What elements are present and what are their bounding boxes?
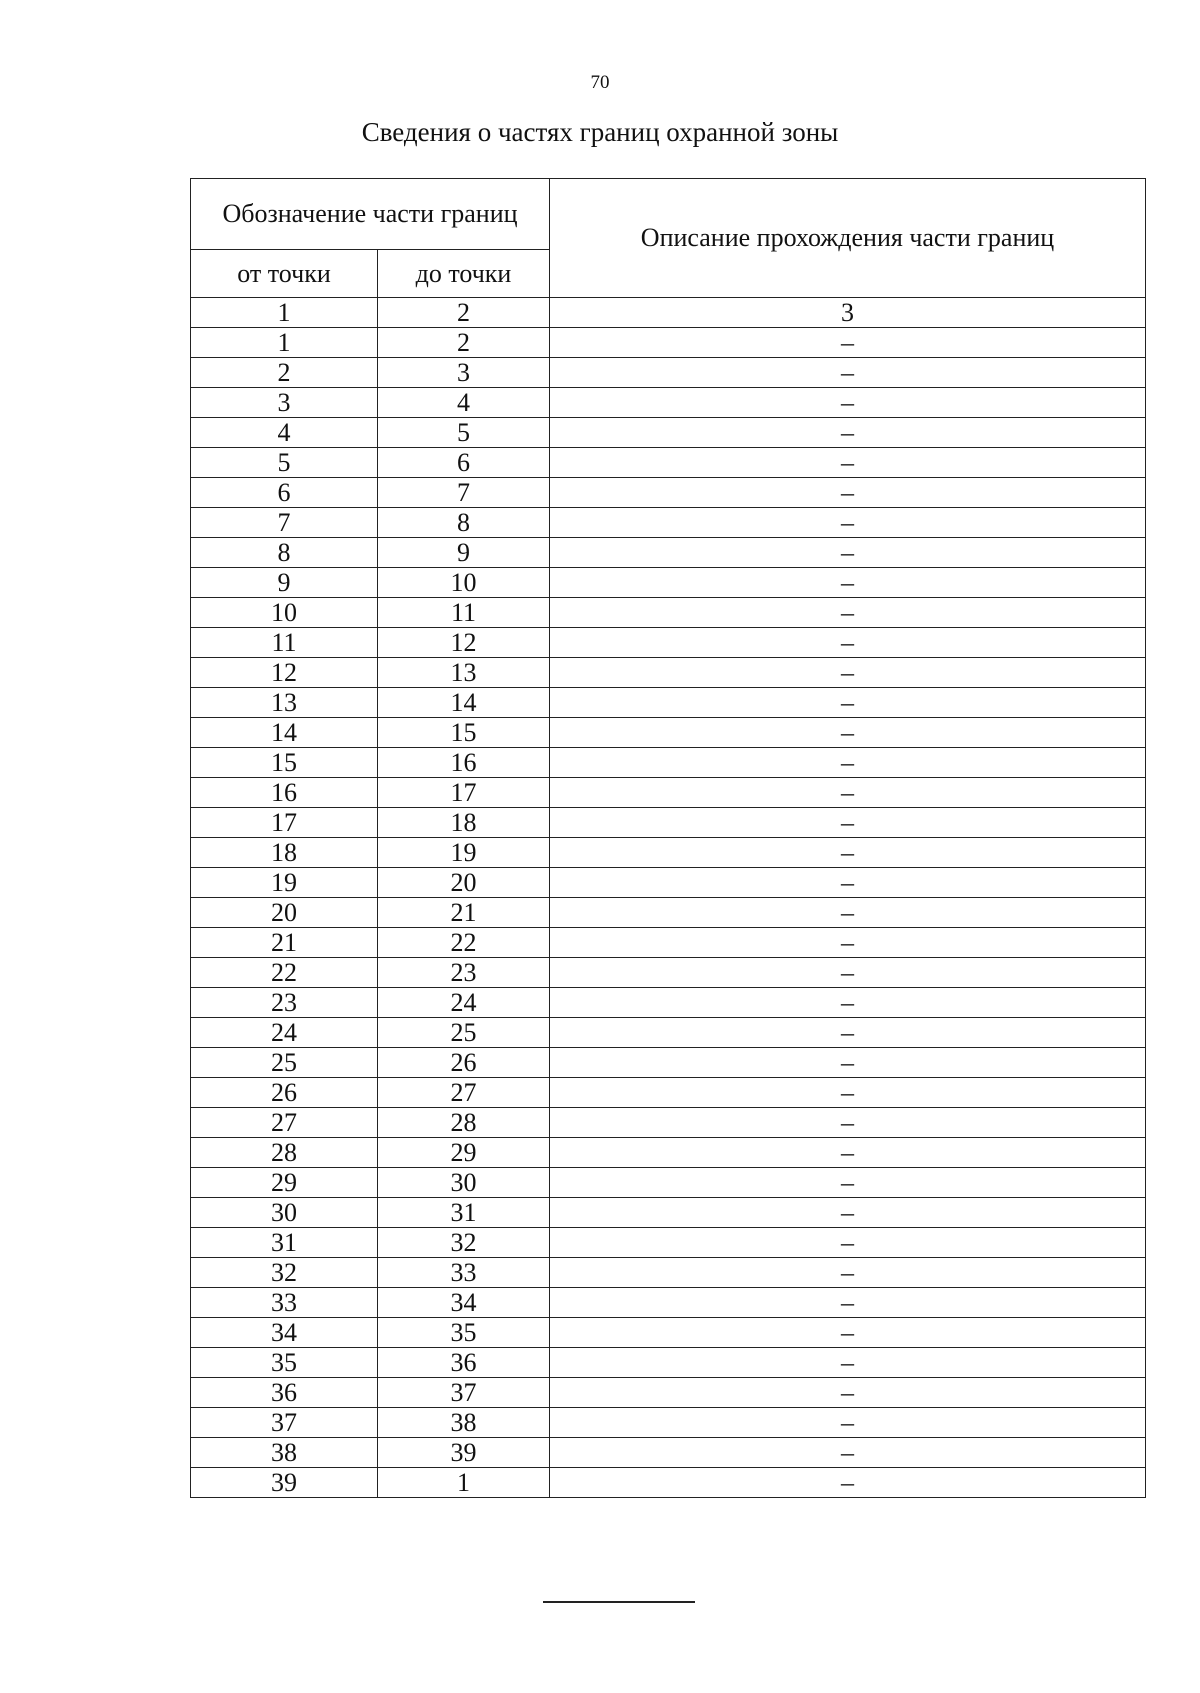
column-number: 1 <box>191 298 378 328</box>
cell-description: – <box>550 958 1146 988</box>
table-row <box>191 958 1146 988</box>
cell-description: – <box>550 898 1146 928</box>
table-row <box>191 598 1146 628</box>
cell-to-point: 22 <box>378 928 550 958</box>
cell-from-point: 15 <box>191 748 378 778</box>
cell-description: – <box>550 1288 1146 1318</box>
cell-to-point: 13 <box>378 658 550 688</box>
cell-to-point: 6 <box>378 448 550 478</box>
cell-from-point: 5 <box>191 448 378 478</box>
cell-to-point: 30 <box>378 1168 550 1198</box>
table-row <box>191 448 1146 478</box>
cell-from-point: 3 <box>191 388 378 418</box>
table-row <box>191 658 1146 688</box>
table-row <box>191 748 1146 778</box>
cell-description: – <box>550 448 1146 478</box>
cell-from-point: 7 <box>191 508 378 538</box>
cell-to-point: 1 <box>378 1468 550 1498</box>
cell-from-point: 39 <box>191 1468 378 1498</box>
column-number: 2 <box>378 298 550 328</box>
table-row <box>191 418 1146 448</box>
cell-description: – <box>550 508 1146 538</box>
cell-from-point: 4 <box>191 418 378 448</box>
cell-to-point: 5 <box>378 418 550 448</box>
cell-description: – <box>550 568 1146 598</box>
cell-from-point: 27 <box>191 1108 378 1138</box>
cell-description: – <box>550 1198 1146 1228</box>
cell-description: – <box>550 988 1146 1018</box>
cell-from-point: 12 <box>191 658 378 688</box>
table-body <box>191 298 1146 1498</box>
table-header <box>191 179 1146 298</box>
cell-description: – <box>550 1228 1146 1258</box>
cell-to-point: 20 <box>378 868 550 898</box>
cell-from-point: 36 <box>191 1378 378 1408</box>
table-row <box>191 718 1146 748</box>
table-row <box>191 868 1146 898</box>
table-row <box>191 568 1146 598</box>
table-row <box>191 1078 1146 1108</box>
footer-divider <box>543 1601 695 1603</box>
cell-description: – <box>550 868 1146 898</box>
cell-from-point: 26 <box>191 1078 378 1108</box>
cell-from-point: 31 <box>191 1228 378 1258</box>
cell-to-point: 2 <box>378 328 550 358</box>
table-row <box>191 1408 1146 1438</box>
cell-to-point: 29 <box>378 1138 550 1168</box>
table-row <box>191 688 1146 718</box>
cell-from-point: 33 <box>191 1288 378 1318</box>
cell-to-point: 21 <box>378 898 550 928</box>
cell-to-point: 12 <box>378 628 550 658</box>
table-row <box>191 898 1146 928</box>
cell-to-point: 38 <box>378 1408 550 1438</box>
column-number-row <box>191 298 1146 328</box>
cell-to-point: 18 <box>378 808 550 838</box>
cell-to-point: 8 <box>378 508 550 538</box>
cell-description: – <box>550 1348 1146 1378</box>
cell-from-point: 38 <box>191 1438 378 1468</box>
cell-from-point: 25 <box>191 1048 378 1078</box>
cell-description: – <box>550 838 1146 868</box>
cell-description: – <box>550 1318 1146 1348</box>
cell-to-point: 28 <box>378 1108 550 1138</box>
table-row <box>191 1198 1146 1228</box>
cell-from-point: 14 <box>191 718 378 748</box>
cell-from-point: 18 <box>191 838 378 868</box>
cell-to-point: 14 <box>378 688 550 718</box>
cell-description: – <box>550 358 1146 388</box>
cell-to-point: 4 <box>378 388 550 418</box>
cell-description: – <box>550 778 1146 808</box>
cell-to-point: 37 <box>378 1378 550 1408</box>
cell-description: – <box>550 718 1146 748</box>
table-row <box>191 358 1146 388</box>
cell-description: – <box>550 928 1146 958</box>
cell-description: – <box>550 1408 1146 1438</box>
cell-to-point: 31 <box>378 1198 550 1228</box>
table-row <box>191 1288 1146 1318</box>
cell-to-point: 16 <box>378 748 550 778</box>
cell-to-point: 17 <box>378 778 550 808</box>
cell-description: – <box>550 1138 1146 1168</box>
cell-description: – <box>550 688 1146 718</box>
table-row <box>191 1138 1146 1168</box>
table-row <box>191 1018 1146 1048</box>
cell-to-point: 36 <box>378 1348 550 1378</box>
table-row <box>191 838 1146 868</box>
page-title: Сведения о частях границ охранной зоны <box>361 117 839 147</box>
cell-description: – <box>550 598 1146 628</box>
cell-from-point: 19 <box>191 868 378 898</box>
cell-description: – <box>550 1468 1146 1498</box>
cell-from-point: 20 <box>191 898 378 928</box>
cell-from-point: 30 <box>191 1198 378 1228</box>
cell-to-point: 32 <box>378 1228 550 1258</box>
cell-from-point: 9 <box>191 568 378 598</box>
table-row <box>191 538 1146 568</box>
cell-description: – <box>550 1168 1146 1198</box>
cell-to-point: 15 <box>378 718 550 748</box>
table-row <box>191 628 1146 658</box>
cell-description: – <box>550 658 1146 688</box>
cell-description: – <box>550 538 1146 568</box>
cell-to-point: 24 <box>378 988 550 1018</box>
table-row <box>191 1108 1146 1138</box>
cell-from-point: 23 <box>191 988 378 1018</box>
cell-from-point: 17 <box>191 808 378 838</box>
table-row <box>191 1348 1146 1378</box>
cell-description: – <box>550 478 1146 508</box>
cell-from-point: 37 <box>191 1408 378 1438</box>
boundary-parts-table <box>190 178 1146 1498</box>
cell-description: – <box>550 748 1146 778</box>
table-row <box>191 1258 1146 1288</box>
cell-from-point: 16 <box>191 778 378 808</box>
table-row <box>191 1228 1146 1258</box>
cell-to-point: 7 <box>378 478 550 508</box>
header-from-point: от точки <box>191 250 378 298</box>
table-row <box>191 328 1146 358</box>
cell-description: – <box>550 388 1146 418</box>
cell-description: – <box>550 1438 1146 1468</box>
table-row <box>191 508 1146 538</box>
cell-from-point: 2 <box>191 358 378 388</box>
cell-description: – <box>550 1378 1146 1408</box>
cell-from-point: 34 <box>191 1318 378 1348</box>
table-row <box>191 1168 1146 1198</box>
cell-to-point: 34 <box>378 1288 550 1318</box>
cell-from-point: 29 <box>191 1168 378 1198</box>
cell-to-point: 19 <box>378 838 550 868</box>
cell-to-point: 11 <box>378 598 550 628</box>
header-boundary-part-designation: Обозначение части границ <box>191 179 550 250</box>
cell-from-point: 10 <box>191 598 378 628</box>
cell-description: – <box>550 628 1146 658</box>
cell-description: – <box>550 1018 1146 1048</box>
cell-description: – <box>550 1258 1146 1288</box>
cell-to-point: 33 <box>378 1258 550 1288</box>
table-row <box>191 928 1146 958</box>
cell-to-point: 3 <box>378 358 550 388</box>
cell-from-point: 6 <box>191 478 378 508</box>
cell-from-point: 24 <box>191 1018 378 1048</box>
cell-from-point: 1 <box>191 328 378 358</box>
cell-description: – <box>550 1048 1146 1078</box>
cell-from-point: 21 <box>191 928 378 958</box>
table-row <box>191 1048 1146 1078</box>
table-row <box>191 1468 1146 1498</box>
cell-to-point: 10 <box>378 568 550 598</box>
table-row <box>191 478 1146 508</box>
table-row <box>191 1318 1146 1348</box>
cell-description: – <box>550 328 1146 358</box>
page-number: 70 <box>590 72 610 93</box>
table-row <box>191 1378 1146 1408</box>
cell-from-point: 32 <box>191 1258 378 1288</box>
cell-description: – <box>550 808 1146 838</box>
cell-description: – <box>550 418 1146 448</box>
cell-to-point: 25 <box>378 1018 550 1048</box>
cell-to-point: 23 <box>378 958 550 988</box>
cell-from-point: 35 <box>191 1348 378 1378</box>
cell-from-point: 8 <box>191 538 378 568</box>
cell-to-point: 39 <box>378 1438 550 1468</box>
cell-description: – <box>550 1108 1146 1138</box>
table-row <box>191 778 1146 808</box>
table-row <box>191 808 1146 838</box>
table-row <box>191 1438 1146 1468</box>
column-number: 3 <box>550 298 1146 328</box>
cell-to-point: 9 <box>378 538 550 568</box>
cell-from-point: 28 <box>191 1138 378 1168</box>
cell-to-point: 35 <box>378 1318 550 1348</box>
cell-from-point: 11 <box>191 628 378 658</box>
cell-from-point: 13 <box>191 688 378 718</box>
table-row <box>191 988 1146 1018</box>
cell-description: – <box>550 1078 1146 1108</box>
table-row <box>191 388 1146 418</box>
header-to-point: до точки <box>378 250 550 298</box>
cell-to-point: 27 <box>378 1078 550 1108</box>
header-boundary-description: Описание прохождения части границ <box>550 179 1146 298</box>
cell-from-point: 22 <box>191 958 378 988</box>
cell-to-point: 26 <box>378 1048 550 1078</box>
